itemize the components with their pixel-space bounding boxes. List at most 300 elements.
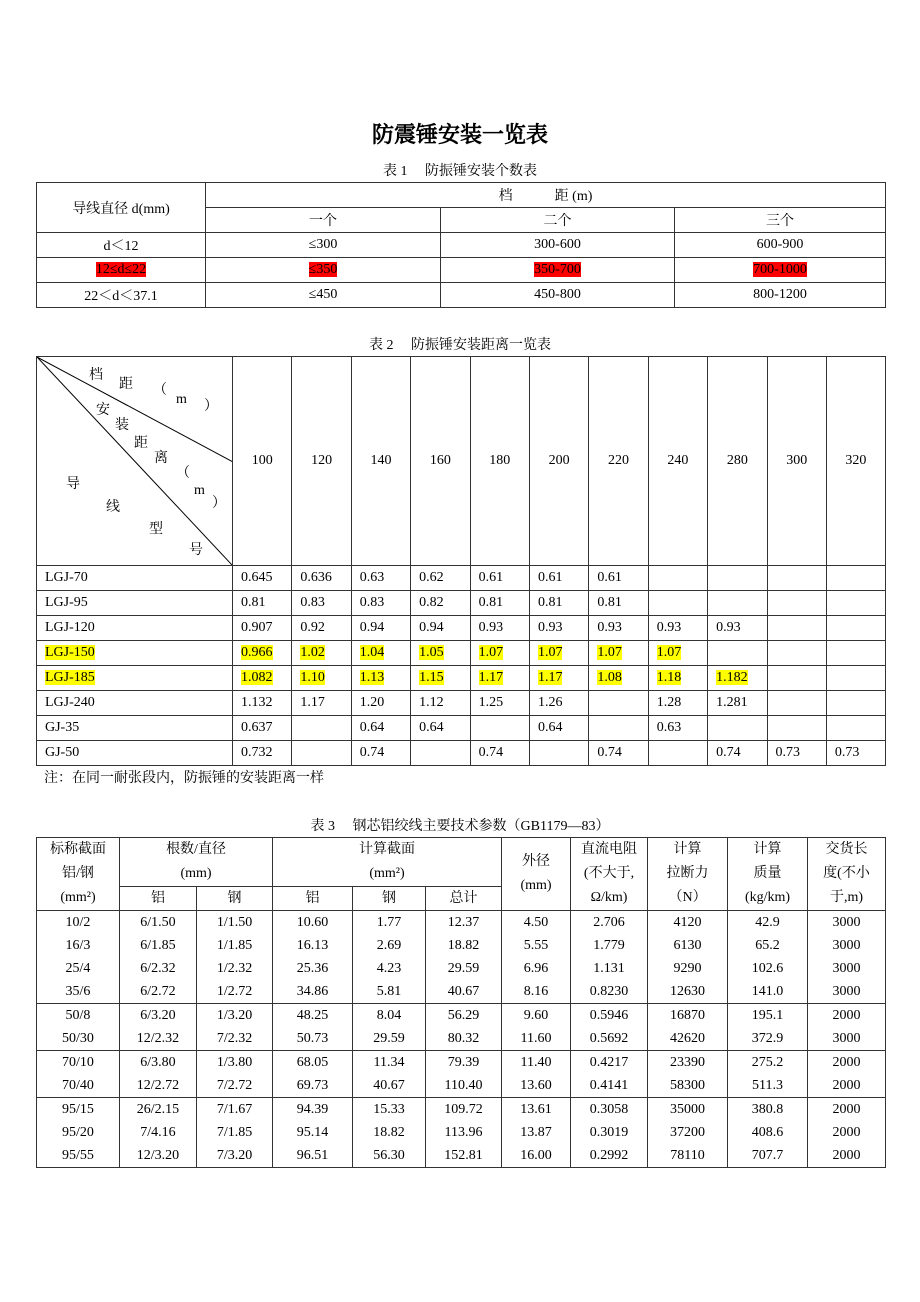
table-cell [37, 258, 206, 283]
value-cell [589, 641, 648, 666]
span-header: 200 [529, 357, 588, 566]
value-text: 1.20 [359, 695, 385, 710]
cell-text: ≤350 [308, 262, 338, 277]
table-cell: 12.37 [426, 911, 502, 935]
table-cell: 69.73 [273, 1074, 353, 1098]
table-row [37, 741, 886, 766]
value-cell [470, 566, 529, 591]
value-cell [826, 716, 885, 741]
table-cell: 2000 [808, 1004, 886, 1028]
table-cell: 95/15 [37, 1098, 120, 1122]
model-cell [37, 666, 233, 691]
value-text: 0.92 [300, 620, 325, 635]
cell-text: d＜12 [103, 239, 139, 254]
value-text: 0.93 [597, 620, 622, 635]
model-cell [37, 616, 233, 641]
value-cell [529, 741, 588, 766]
value-cell [470, 591, 529, 616]
table-cell: 70/40 [37, 1074, 120, 1098]
table2-caption: 表 2 防振锤安装距离一览表 [369, 338, 551, 353]
table-row [37, 934, 886, 957]
table-row [37, 1004, 886, 1028]
value-cell [292, 691, 351, 716]
table-cell: 13.60 [502, 1074, 571, 1098]
table2-note: 注：在同一耐张段内，防振锤的安装距离一样 [44, 771, 324, 786]
table-cell: 3000 [808, 911, 886, 935]
value-text: 1.082 [241, 670, 273, 685]
diagonal-char: 安 [96, 403, 110, 418]
value-text: 1.17 [478, 670, 504, 685]
table-cell: 10/2 [37, 911, 120, 935]
value-cell [351, 716, 410, 741]
diagonal-char: （ [153, 383, 167, 398]
table-cell: 68.05 [273, 1051, 353, 1075]
value-cell [767, 616, 826, 641]
model-name: LGJ-70 [45, 570, 88, 585]
table-cell [441, 233, 675, 258]
value-cell [470, 741, 529, 766]
table-cell [441, 283, 675, 308]
table-cell: 42.9 [728, 911, 808, 935]
table-cell: 5.81 [353, 980, 426, 1004]
value-text: 0.74 [478, 745, 504, 760]
diagonal-lines [37, 357, 233, 566]
table-cell: 0.3019 [571, 1121, 648, 1144]
value-cell [767, 741, 826, 766]
value-text: 0.81 [478, 595, 504, 610]
value-cell [411, 616, 470, 641]
value-cell [708, 741, 767, 766]
table-cell: 0.3058 [571, 1098, 648, 1122]
table-cell [206, 233, 441, 258]
table-cell: 0.8230 [571, 980, 648, 1004]
table-cell: 7/2.32 [197, 1027, 273, 1051]
table-cell: 25.36 [273, 957, 353, 980]
table-cell: 11.34 [353, 1051, 426, 1075]
value-cell [648, 666, 707, 691]
table-cell: 15.33 [353, 1098, 426, 1122]
table-cell: 408.6 [728, 1121, 808, 1144]
value-cell [589, 741, 648, 766]
value-text: 0.93 [716, 620, 741, 635]
value-cell [648, 716, 707, 741]
span-header: 280 [708, 357, 767, 566]
value-cell [767, 566, 826, 591]
value-cell [648, 566, 707, 591]
table-cell: 7/1.85 [197, 1121, 273, 1144]
value-cell [708, 566, 767, 591]
value-cell [233, 691, 292, 716]
table-row [37, 258, 886, 283]
table-cell: 3000 [808, 980, 886, 1004]
table-damper-distance [36, 356, 886, 766]
value-cell [708, 716, 767, 741]
value-text: 0.62 [419, 570, 444, 585]
cell-text: 700-1000 [753, 262, 807, 277]
value-text: 1.25 [478, 695, 504, 710]
sub-header-total: 总计 [426, 887, 502, 911]
value-text: 1.132 [241, 695, 273, 710]
table-cell: 141.0 [728, 980, 808, 1004]
value-text: 1.15 [419, 670, 444, 685]
value-text: 0.94 [419, 620, 444, 635]
table-cell: 42620 [648, 1027, 728, 1051]
value-text: 1.07 [537, 645, 563, 660]
table-cell: 56.30 [353, 1144, 426, 1168]
table-cell: 0.5692 [571, 1027, 648, 1051]
table-cell: 29.59 [353, 1027, 426, 1051]
table-cell: 70/10 [37, 1051, 120, 1075]
value-cell [411, 566, 470, 591]
table-row [37, 911, 886, 935]
cell-text: 800-1200 [753, 287, 807, 302]
table-cell: 37200 [648, 1121, 728, 1144]
diagonal-char: 线 [106, 500, 120, 515]
cell-text: 12≤d≤22 [95, 262, 147, 277]
value-cell [529, 566, 588, 591]
table-cell: 2000 [808, 1074, 886, 1098]
table-cell: 40.67 [353, 1074, 426, 1098]
table-row [37, 566, 886, 591]
value-cell [648, 591, 707, 616]
table-cell: 5.55 [502, 934, 571, 957]
value-cell [648, 641, 707, 666]
value-cell [411, 741, 470, 766]
diagonal-char: 距 [134, 436, 148, 451]
value-cell [292, 566, 351, 591]
value-cell [767, 641, 826, 666]
table-cell: 152.81 [426, 1144, 502, 1168]
table-cell: 95/20 [37, 1121, 120, 1144]
table-cell [206, 258, 441, 283]
model-cell [37, 566, 233, 591]
sub-header-area-steel: 钢 [353, 887, 426, 911]
header-area: 计算截面 (mm²) [273, 838, 502, 887]
value-text: 0.645 [241, 570, 273, 585]
value-text: 0.81 [597, 595, 622, 610]
table-cell: 48.25 [273, 1004, 353, 1028]
value-cell [826, 666, 885, 691]
table-cell: 40.67 [426, 980, 502, 1004]
value-cell [589, 716, 648, 741]
header-three: 三个 [675, 208, 886, 233]
value-text: 0.74 [359, 745, 385, 760]
value-cell [292, 616, 351, 641]
cell-text: 450-800 [534, 287, 581, 302]
value-cell [351, 641, 410, 666]
value-text: 0.73 [775, 745, 801, 760]
value-text: 1.07 [597, 645, 622, 660]
model-cell [37, 741, 233, 766]
value-cell [529, 641, 588, 666]
table-row [37, 957, 886, 980]
diagonal-char: m [176, 392, 187, 407]
value-cell [708, 691, 767, 716]
value-cell [470, 666, 529, 691]
table-cell: 1.77 [353, 911, 426, 935]
table-row [37, 1121, 886, 1144]
value-cell [233, 616, 292, 641]
table-cell: 9.60 [502, 1004, 571, 1028]
value-cell [292, 666, 351, 691]
value-cell [826, 616, 885, 641]
value-cell [351, 616, 410, 641]
value-text: 1.26 [537, 695, 563, 710]
table-cell: 94.39 [273, 1098, 353, 1122]
table-cell: 11.40 [502, 1051, 571, 1075]
table-cell: 35000 [648, 1098, 728, 1122]
model-name: LGJ-150 [45, 645, 95, 660]
value-cell [708, 591, 767, 616]
value-text: 1.28 [656, 695, 682, 710]
span-header: 140 [351, 357, 410, 566]
table-cell: 195.1 [728, 1004, 808, 1028]
diagonal-char: 型 [149, 522, 163, 537]
table-cell: 23390 [648, 1051, 728, 1075]
table-row [37, 1144, 886, 1168]
model-name: LGJ-240 [45, 695, 95, 710]
value-text: 1.18 [656, 670, 682, 685]
table-cell: 2000 [808, 1121, 886, 1144]
table-cell: 2.706 [571, 911, 648, 935]
value-cell [233, 591, 292, 616]
table-cell: 1/2.72 [197, 980, 273, 1004]
value-text: 0.636 [300, 570, 332, 585]
value-text: 0.94 [359, 620, 385, 635]
value-cell [767, 691, 826, 716]
value-text: 1.04 [359, 645, 385, 660]
sub-header-al: 铝 [120, 887, 197, 911]
table-row [37, 666, 886, 691]
value-text: 1.17 [537, 670, 563, 685]
value-text: 0.83 [300, 595, 325, 610]
value-cell [589, 666, 648, 691]
value-cell [233, 666, 292, 691]
table-cell [206, 283, 441, 308]
value-text: 1.10 [300, 670, 325, 685]
value-cell [708, 666, 767, 691]
table-cell: 56.29 [426, 1004, 502, 1028]
table-cell: 2000 [808, 1051, 886, 1075]
table-cell: 2000 [808, 1098, 886, 1122]
table-row [37, 616, 886, 641]
table-cell: 29.59 [426, 957, 502, 980]
table-cell: 102.6 [728, 957, 808, 980]
table-cell: 6/1.50 [120, 911, 197, 935]
header-break-force: 计算 拉断力 （N） [648, 838, 728, 911]
table-cell: 0.4141 [571, 1074, 648, 1098]
table-cell: 0.2992 [571, 1144, 648, 1168]
value-cell [708, 641, 767, 666]
value-cell [233, 716, 292, 741]
table-row [37, 1051, 886, 1075]
table-cell: 110.40 [426, 1074, 502, 1098]
table-cell [37, 233, 206, 258]
value-cell [411, 716, 470, 741]
value-text: 1.13 [359, 670, 385, 685]
table-cell: 1/1.50 [197, 911, 273, 935]
span-header: 300 [767, 357, 826, 566]
value-cell [292, 641, 351, 666]
table-cell: 16/3 [37, 934, 120, 957]
value-cell [826, 691, 885, 716]
table-cell: 50/30 [37, 1027, 120, 1051]
model-name: LGJ-120 [45, 620, 95, 635]
value-cell [470, 691, 529, 716]
table-cell: 6/3.20 [120, 1004, 197, 1028]
table-cell: 25/4 [37, 957, 120, 980]
value-cell [589, 691, 648, 716]
value-text: 0.637 [241, 720, 273, 735]
value-cell [826, 641, 885, 666]
value-cell [767, 716, 826, 741]
diagonal-char: 距 [119, 377, 133, 392]
value-cell [529, 716, 588, 741]
model-name: GJ-50 [45, 745, 80, 760]
table-cell: 8.16 [502, 980, 571, 1004]
table-cell: 707.7 [728, 1144, 808, 1168]
table-cell: 16870 [648, 1004, 728, 1028]
span-header: 320 [826, 357, 885, 566]
table-cell: 3000 [808, 934, 886, 957]
table-row [37, 1027, 886, 1051]
value-text: 0.61 [597, 570, 622, 585]
table-cell: 2.69 [353, 934, 426, 957]
table-cell: 79.39 [426, 1051, 502, 1075]
value-text: 0.73 [834, 745, 860, 760]
table-cell: 0.4217 [571, 1051, 648, 1075]
sub-header-steel: 钢 [197, 887, 273, 911]
table-cell: 18.82 [426, 934, 502, 957]
value-cell [292, 741, 351, 766]
value-text: 1.12 [419, 695, 444, 710]
table-cell: 380.8 [728, 1098, 808, 1122]
table-cell: 1/2.32 [197, 957, 273, 980]
span-header: 120 [292, 357, 351, 566]
value-text: 1.182 [716, 670, 748, 685]
value-cell [351, 591, 410, 616]
table-row [37, 716, 886, 741]
value-cell [589, 591, 648, 616]
table-cell: 1/3.80 [197, 1051, 273, 1075]
value-text: 0.81 [241, 595, 266, 610]
table-cell: 4120 [648, 911, 728, 935]
value-cell [648, 741, 707, 766]
header-nominal: 标称截面 铝/钢 (mm²) [37, 838, 120, 911]
value-cell [529, 666, 588, 691]
table-cell [441, 258, 675, 283]
value-cell [648, 616, 707, 641]
table-cell: 113.96 [426, 1121, 502, 1144]
table1-caption: 表 1 防振锤安装个数表 [383, 164, 537, 179]
header-two: 二个 [441, 208, 675, 233]
value-cell [470, 616, 529, 641]
table-cell: 12/2.32 [120, 1027, 197, 1051]
value-cell [411, 691, 470, 716]
value-cell [589, 616, 648, 641]
value-text: 1.05 [419, 645, 444, 660]
table-cell: 6/1.85 [120, 934, 197, 957]
table-cell: 4.50 [502, 911, 571, 935]
cell-text: 300-600 [534, 237, 581, 252]
table-cell [675, 258, 886, 283]
table-cell: 6130 [648, 934, 728, 957]
value-cell [529, 616, 588, 641]
table-cell: 34.86 [273, 980, 353, 1004]
value-text: 0.74 [597, 745, 622, 760]
value-text: 0.82 [419, 595, 444, 610]
table-cell: 13.87 [502, 1121, 571, 1144]
table-cell: 12/3.20 [120, 1144, 197, 1168]
table-cell [675, 233, 886, 258]
value-text: 1.08 [597, 670, 622, 685]
header-mass: 计算 质量 (kg/km) [728, 838, 808, 911]
value-cell [529, 591, 588, 616]
value-cell [826, 566, 885, 591]
table-row [37, 591, 886, 616]
value-cell [233, 641, 292, 666]
value-cell [708, 616, 767, 641]
table-row [37, 691, 886, 716]
cell-text: 350-700 [534, 262, 581, 277]
table-cell: 12630 [648, 980, 728, 1004]
value-text: 0.907 [241, 620, 273, 635]
table-cell: 511.3 [728, 1074, 808, 1098]
value-text: 1.17 [300, 695, 325, 710]
span-header: 220 [589, 357, 648, 566]
header-resistance: 直流电阻 (不大于, Ω/km) [571, 838, 648, 911]
model-name: LGJ-185 [45, 670, 95, 685]
table-cell: 1.779 [571, 934, 648, 957]
table-cell: 16.13 [273, 934, 353, 957]
cell-text: ≤300 [308, 237, 338, 252]
header-diameter: 导线直径 d(mm) [37, 183, 206, 233]
page-title: 防震锤安装一览表 [371, 123, 548, 148]
diagonal-char: 导 [66, 477, 80, 492]
table-cell: 7/2.72 [197, 1074, 273, 1098]
table-cell: 12/2.72 [120, 1074, 197, 1098]
table-cell: 10.60 [273, 911, 353, 935]
value-text: 0.64 [419, 720, 444, 735]
value-cell [767, 591, 826, 616]
value-cell [292, 591, 351, 616]
value-text: 0.81 [537, 595, 563, 610]
table-cell: 13.61 [502, 1098, 571, 1122]
table-cell: 7/1.67 [197, 1098, 273, 1122]
model-cell [37, 716, 233, 741]
value-cell [411, 641, 470, 666]
span-header: 180 [470, 357, 529, 566]
table-cell: 7/4.16 [120, 1121, 197, 1144]
table-cell: 96.51 [273, 1144, 353, 1168]
table-row [37, 641, 886, 666]
value-text: 1.07 [656, 645, 682, 660]
header-strands: 根数/直径 (mm) [120, 838, 273, 887]
table-cell: 80.32 [426, 1027, 502, 1051]
table-cell: 6/2.32 [120, 957, 197, 980]
table-cell [37, 283, 206, 308]
table3-caption: 表 3 钢芯铝绞线主要技术参数（GB1179—83） [310, 819, 610, 834]
table-cell: 65.2 [728, 934, 808, 957]
value-cell [826, 591, 885, 616]
table-cell: 3000 [808, 957, 886, 980]
table-cell: 3000 [808, 1027, 886, 1051]
table-cell: 58300 [648, 1074, 728, 1098]
value-cell [411, 591, 470, 616]
value-text: 0.93 [656, 620, 682, 635]
table-row [37, 1098, 886, 1122]
value-cell [233, 741, 292, 766]
